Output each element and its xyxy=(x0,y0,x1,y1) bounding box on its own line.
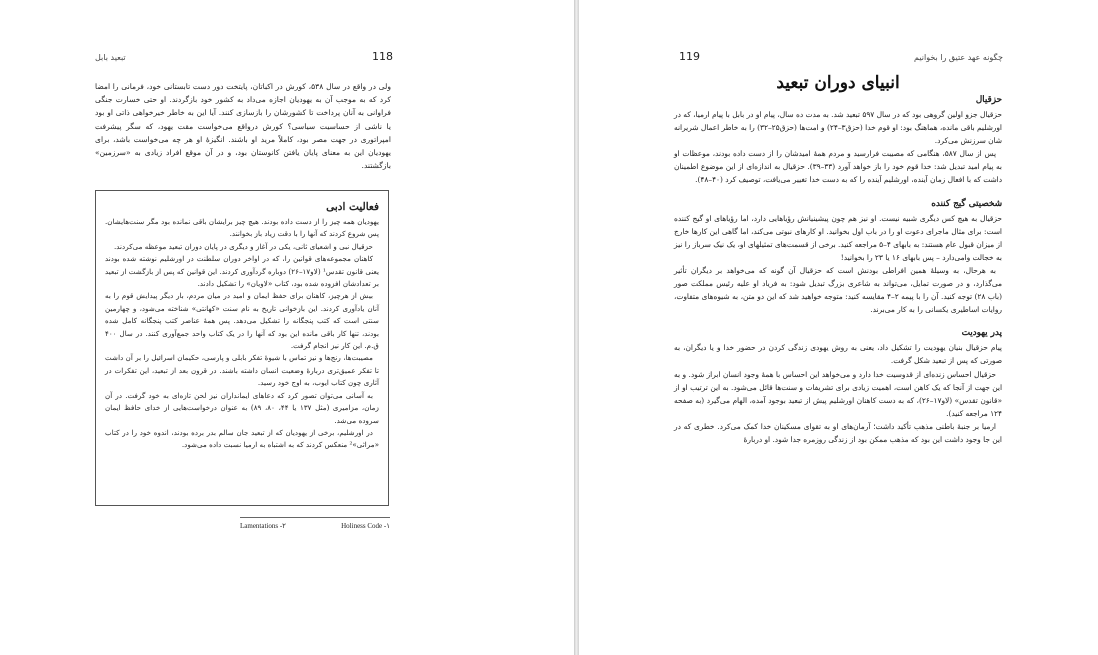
section-heading: حزقیال xyxy=(975,95,1002,105)
paragraph: پس از سال ۵۸۷، هنگامی که مصیبت فرارسید و مردم همهٔ امیدشان را از دست داده بودند، موعظات او به پیام امید تبدیل شد: خدا قوم خود را باز خواهد آورد (۳۳–۳۹). حزقیال به اندازه‌ای از این موضوع اطمینان داشت که با افعال زمان آینده، اورشلیم آینده را که به دست خدا تغییر می‌یافت، توصیف کرد (۴۰–۴۸). xyxy=(674,149,1002,185)
footnote-2: Lamentations -۲ xyxy=(240,522,286,530)
paragraph: به هرحال، به وسیلهٔ همین افراطی بودنش است که حزقیال آن گونه که می‌خواهد بر دیگران تأثیر می‌گذارد، و در صورت تمایل، می‌تواند به شاعری بزرگ تبدیل شود: به فریاد او علیه رئیس مملکت صور (باب ۲۸) توجه کنید. آن را با پیمه ۲–۴ مقایسه کنید: متوجه خواهید شد که این دو متن، به شیوه‌های متفاوت، روایات اساطیری یکسانی را به کار می‌برند. xyxy=(674,265,1002,315)
box-title: فعالیت ادبی xyxy=(326,201,379,213)
section-confusing-character xyxy=(674,199,1002,317)
right-page xyxy=(579,0,1098,655)
intro-text xyxy=(95,80,391,172)
box-paragraph: کاهنان مجموعه‌های قوانین را، که در اواخر دوران سلطنت در اورشلیم نوشته شده بودند یعنی قانون تقدس¹ (لاو۱۷–۲۶) دوباره گردآوری کردند. این قوانین که پس از بازگشت از تبعید بر تعدادشان افزوده شده بود، کتاب «لاویان» را تشکیل دادند. xyxy=(105,254,379,289)
box-paragraph: بیش از هرچیز، کاهنان برای حفظ ایمان و امید در میان مردم، بار دیگر پیدایش قوم را به آنان یادآوری کردند. این بازخوانی تاریخ به نام سنت «کهانتی» شناخته می‌شود، و چهارمین سنتی است که کتب پنجگانه را تشکیل می‌دهد. پس همهٔ عناصر کتب پنجگانه کامل شده بودند، تنها کار باقی مانده این بود که آنها را در یک کتاب واحد جمع‌آوری کنند. در سال ۴۰۰ ق.م. این کار نیز انجام گرفت. xyxy=(105,291,379,351)
paragraph: ارمیا بر جنبهٔ باطنی مذهب تأکید داشت؛ آرمان‌های او به تقوای مسکینان خدا کمک می‌کرد. خطری که در این جا وجود داشت این بود که مذهب ممکن بود از زندگی روزمره جدا شود. او دربارهٔ xyxy=(674,421,1002,444)
paragraph: حزقیال احساس زنده‌ای از قدوسیت خدا دارد و می‌خواهد این احساس با همهٔ وجود انسان ابراز شود. و به این جهت از آنجا که یک کاهن است، اهمیت زیادی برای تشریفات و سنت‌ها قائل می‌شود. به این ترتیب او از «قانون تقدس» (لاو۱۷–۲۶)، که به دست کاهنان اورشلیم پیش از تبعید بوجود آمده، الهام می‌گیرد (به صفحه ۱۲۴ مراجعه کنید). xyxy=(674,369,1002,418)
running-header-title: تبعید بابل xyxy=(95,53,126,62)
section-ezekiel xyxy=(674,95,1002,187)
running-header-title: چگونه عهد عتیق را بخوانیم xyxy=(914,53,1003,62)
paragraph: حزقیال به هیچ کس دیگری شبیه نیست. او نیز هم چون پیشینیانش رؤیاهایی دارد، اما رؤیاهای او گیج کننده است: برای مثال ماجرای دعوت او را در باب اول بخوانید. او کارهای نبوتی می‌کند، اما گاهی این کارها خارج از میزان قبول عام هستند: به بابهای ۴–۵ مراجعه کنید. برخی از قسمت‌های تمثیلهای او، یک نیک سرباز را نیز به خجالت وامی‌دارد – پس بابهای ۱۶ یا ۲۳ را بخوانید! xyxy=(674,213,1003,262)
section-father-of-judaism xyxy=(674,328,1002,446)
box-paragraph: مصیبت‌ها، رنج‌ها و نیز تماس با شیوهٔ تفکر بابلی و پارسی، حکیمان اسرائیل را بر آن داشت تا تفکر عمیق‌تری دربارهٔ وضعیت انسان داشته باشند. در قرون بعد از تبعید، این تفکرات در آثاری چون کتاب ایوب، به اوج خود رسید. xyxy=(105,353,379,388)
box-paragraph: یهودیان همه چیز را از دست داده بودند. هیچ چیز برایشان باقی نمانده بود مگر سنت‌هایشان. پس شروع کردند که آنها را با دقت زیاد باز بخوانند. xyxy=(105,217,379,239)
box-paragraph: در اورشلیم، برخی از یهودیان که از تبعید جان سالم بدر برده بودند، اندوه خود را در کتاب «مراثی»² منعکس کردند که به اشتباه به ارمیا نسبت داده می‌شود. xyxy=(105,427,379,450)
chapter-title: انبیای دوران تبعید xyxy=(776,73,900,93)
chapter-body xyxy=(674,95,1002,446)
section-heading: پدر یهودیت xyxy=(961,328,1002,339)
page-number: 118 xyxy=(372,50,393,63)
box-paragraph: حزقیال نبی و اشعیای ثانی، یکی در آغاز و دیگری در پایان دوران تبعید موعظه می‌کردند. xyxy=(114,241,373,251)
literary-activity-box xyxy=(95,190,389,506)
section-heading: شخصیتی گیج کننده xyxy=(931,198,1002,209)
paragraph: ولی در واقع در سال ۵۳۸، کورش در اکباتان، پایتخت دور دست تابستانی خود، فرمانی را امضا کرد که به موجب آن به یهودیان اجازه می‌داد به کشور خود بازگردند. او حتی خسارت جنگی فراوانی به آنان پرداخت تا کشورشان را بازسازی کنند. آیا این به خاطر خیرخواهی ذاتی او بود یا ناشی از حساسیت سیاسی؟ کورش درواقع می‌خواست مقت یهود، که سگر پیشرفت امپراتوری در جهت مصر بود، کاملاً مرید او باشند. انگیزهٔ او هر چه می‌خواست باشد، برای یهودیان این به معنای پایان یافتن کانوستان بود، و در آن موقع افراد زیادی به «سرزمین» بازگشتند. xyxy=(95,82,391,171)
footnotes xyxy=(240,517,390,530)
paragraph: پیام حزقیال بنیان یهودیت را تشکیل داد، یعنی به روش یهودی زندگی کردن در حضور خدا و یا دیگران، به صورتی که پس از تبعید شکل گرفت. xyxy=(674,343,1002,366)
paragraph: حزقیال جزو اولین گروهی بود که در سال ۵۹۷ تبعید شد. به مدت ده سال، پیام او در بابل با پیام ارمیا، که در اورشلیم باقی مانده، هماهنگ بود: او قوم خدا (حزق۳–۲۴) و امت‌ها (حزق۲۵–۳۲) را به خاطر اعمال شریرانه شان سرزنش می‌کرد. xyxy=(674,110,1002,146)
footnote-1: Holiness Code -۱ xyxy=(341,522,390,530)
page-number: 119 xyxy=(679,50,700,63)
box-paragraph: به آسانی می‌توان تصور کرد که دعاهای ایمانداران نیز لحن تازه‌ای به خود گرفت. در آن زمان، مزامیری (مثل ۱۳۷ یا ۴۴، ۸۰، ۸۹) به عنوان درخواست‌هایی از خدای حافظ ایمان سروده می‌شد. xyxy=(105,390,380,425)
